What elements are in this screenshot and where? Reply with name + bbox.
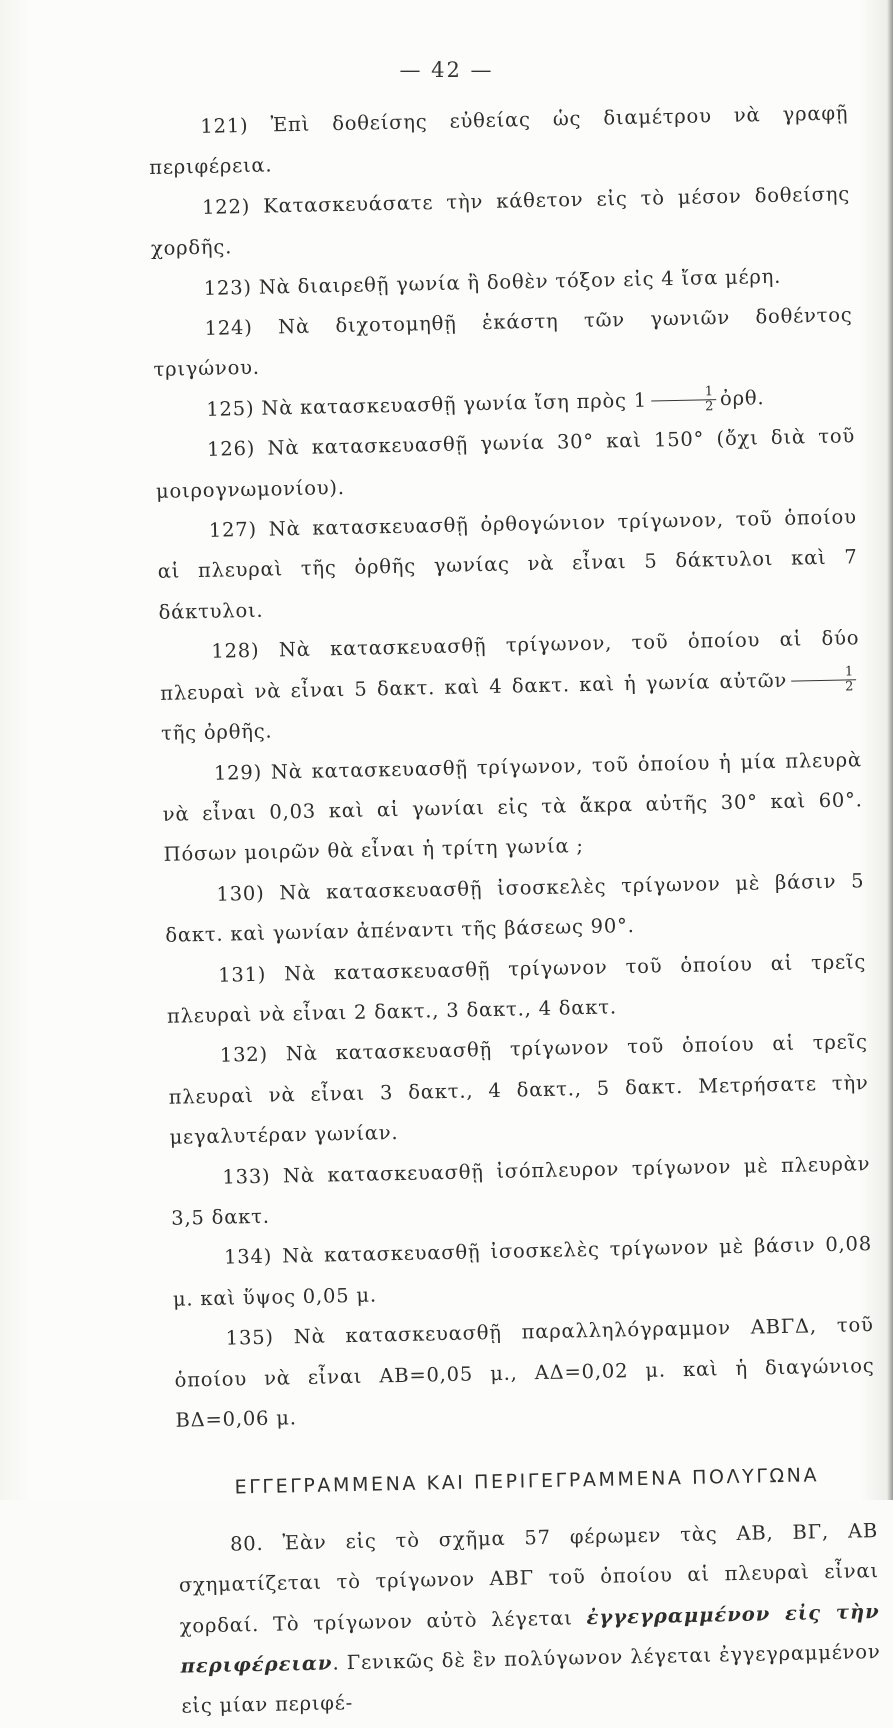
fraction-one-half xyxy=(651,385,717,415)
exercise-127: 127) Νὰ κατασκευασθῇ ὀρθογώνιον τρίγωνον, τοῦ ὁποίου αἱ πλευραὶ τῆς ὀρθῆς γωνίας νὰ εἶναι 5 δάκτυλοι καὶ 7 δάκτυλοι. xyxy=(157,505,858,624)
fraction-numerator: 1 xyxy=(651,385,716,401)
exercise-131: 131) Νὰ κατασκευασθῇ τρίγωνον τοῦ ὁποίου αἱ τρεῖς πλευραὶ νὰ εἶναι 2 δακτ., 3 δακτ., 4 δακτ. xyxy=(166,949,867,1028)
exercise-128-text: 128) Νὰ κατασκευασθῇ τρίγωνον, τοῦ ὁποίου αἱ δύο πλευραὶ νὰ εἶναι 5 δακτ. καὶ 4 δακτ. καὶ ἡ γωνία αὐτῶν xyxy=(160,626,860,705)
page-number: — 42 — xyxy=(399,58,494,82)
exercise-128 xyxy=(159,619,861,755)
exercise-135: 135) Νὰ κατασκευασθῇ παραλληλόγραμμον ΑΒΓΔ, τοῦ ὁποίου νὰ εἶναι ΑΒ=0,05 μ., ΑΔ=0,02 μ. καὶ ἡ διαγώνιος ΒΔ=0,06 μ. xyxy=(174,1313,875,1432)
exercise-121: 121) Ἐπὶ δοθείσης εὐθείας ὡς διαμέτρου νὰ γραφῇ περιφέρεια. xyxy=(149,101,849,180)
section-paragraph-80 xyxy=(178,1511,882,1728)
fraction-one-half xyxy=(791,665,857,695)
exercise-125-unit: ὀρθ. xyxy=(719,386,765,410)
fraction-denominator: 2 xyxy=(704,399,715,415)
exercise-124: 124) Νὰ διχοτομηθῇ ἑκάστη τῶν γωνιῶν δοθέντος τριγώνου. xyxy=(153,303,853,382)
exercise-122: 122) Κατασκευάσατε τὴν κάθετον εἰς τὸ μέσον δοθείσης χορδῆς. xyxy=(150,182,851,261)
exercise-132: 132) Νὰ κατασκευασθῇ τρίγωνον τοῦ ὁποίου αἱ τρεῖς πλευραὶ νὰ εἶναι 3 δακτ., 4 δακτ., 5 δακτ. Μετρήσατε τὴν μεγαλυτέραν γωνίαν. xyxy=(168,1030,869,1149)
page-edge-shadow xyxy=(887,0,893,1500)
paragraph-text: 80. Ἐὰν εἰς τὸ σχῆμα 57 φέρωμεν τὰς ΑΒ, ΒΓ, ΑΒ σχηματίζεται τὸ τρίγωνον ΑΒΓ τοῦ ὁποίου αἱ πλευραὶ εἶναι χορδαί. Τὸ τρίγωνον αὐτὸ λέγεται xyxy=(178,1518,880,1638)
exercise-123: 123) Νὰ διαιρεθῇ γωνία ἢ δοθὲν τόξον εἰς 4 ἴσα μέρη. xyxy=(203,264,782,300)
exercise-133: 133) Νὰ κατασκευασθῇ ἰσόπλευρον τρίγωνον μὲ πλευρὰν 3,5 δακτ. xyxy=(171,1151,871,1230)
exercise-125-text: 125) Νὰ κατασκευασθῇ γωνία ἴση πρὸς 1 xyxy=(206,388,648,421)
exercise-129: 129) Νὰ κατασκευασθῇ τρίγωνον, τοῦ ὁποίου ἡ μία πλευρὰ νὰ εἶναι 0,03 καὶ αἱ γωνίαι εἰς τὰ ἄκρα αὐτῆς 30° καὶ 60°. Πόσων μοιρῶν θὰ εἶναι ἡ τρίτη γωνία ; xyxy=(162,747,863,867)
exercise-126: 126) Νὰ κατασκευασθῇ γωνία 30° καὶ 150° (ὄχι διὰ τοῦ μοιρογνωμονίου). xyxy=(155,424,856,503)
fraction-denominator: 2 xyxy=(845,679,855,695)
exercise-128-tail: τῆς ὀρθῆς. xyxy=(160,719,273,745)
section-heading: ΕΓΓΕΓΡΑΜΜΕΝΑ ΚΑΙ ΠΕΡΙΓΕΓΡΑΜΜΕΝΑ ΠΟΛΥΓΩΝΑ xyxy=(234,1464,820,1499)
page-body xyxy=(148,93,882,1727)
paragraph-text-end: . Γενικῶς δὲ ἓν πολύγωνον λέγεται ἐγγεγραμμένον εἰς μίαν περιφέ- xyxy=(181,1640,881,1719)
exercise-134: 134) Νὰ κατασκευασθῇ ἰσοσκελὲς τρίγωνον μὲ βάσιν 0,08 μ. καὶ ὕψος 0,05 μ. xyxy=(172,1232,873,1311)
exercise-130: 130) Νὰ κατασκευασθῇ ἰσοσκελὲς τρίγωνον μὲ βάσιν 5 δακτ. καὶ γωνίαν ἀπέναντι τῆς βάσεως 90°. xyxy=(165,868,865,947)
emphasized-term: ἐγγεγραμμένον εἰς τὴν περιφέρειαν xyxy=(180,1599,880,1678)
fraction-numerator: 1 xyxy=(791,665,856,681)
